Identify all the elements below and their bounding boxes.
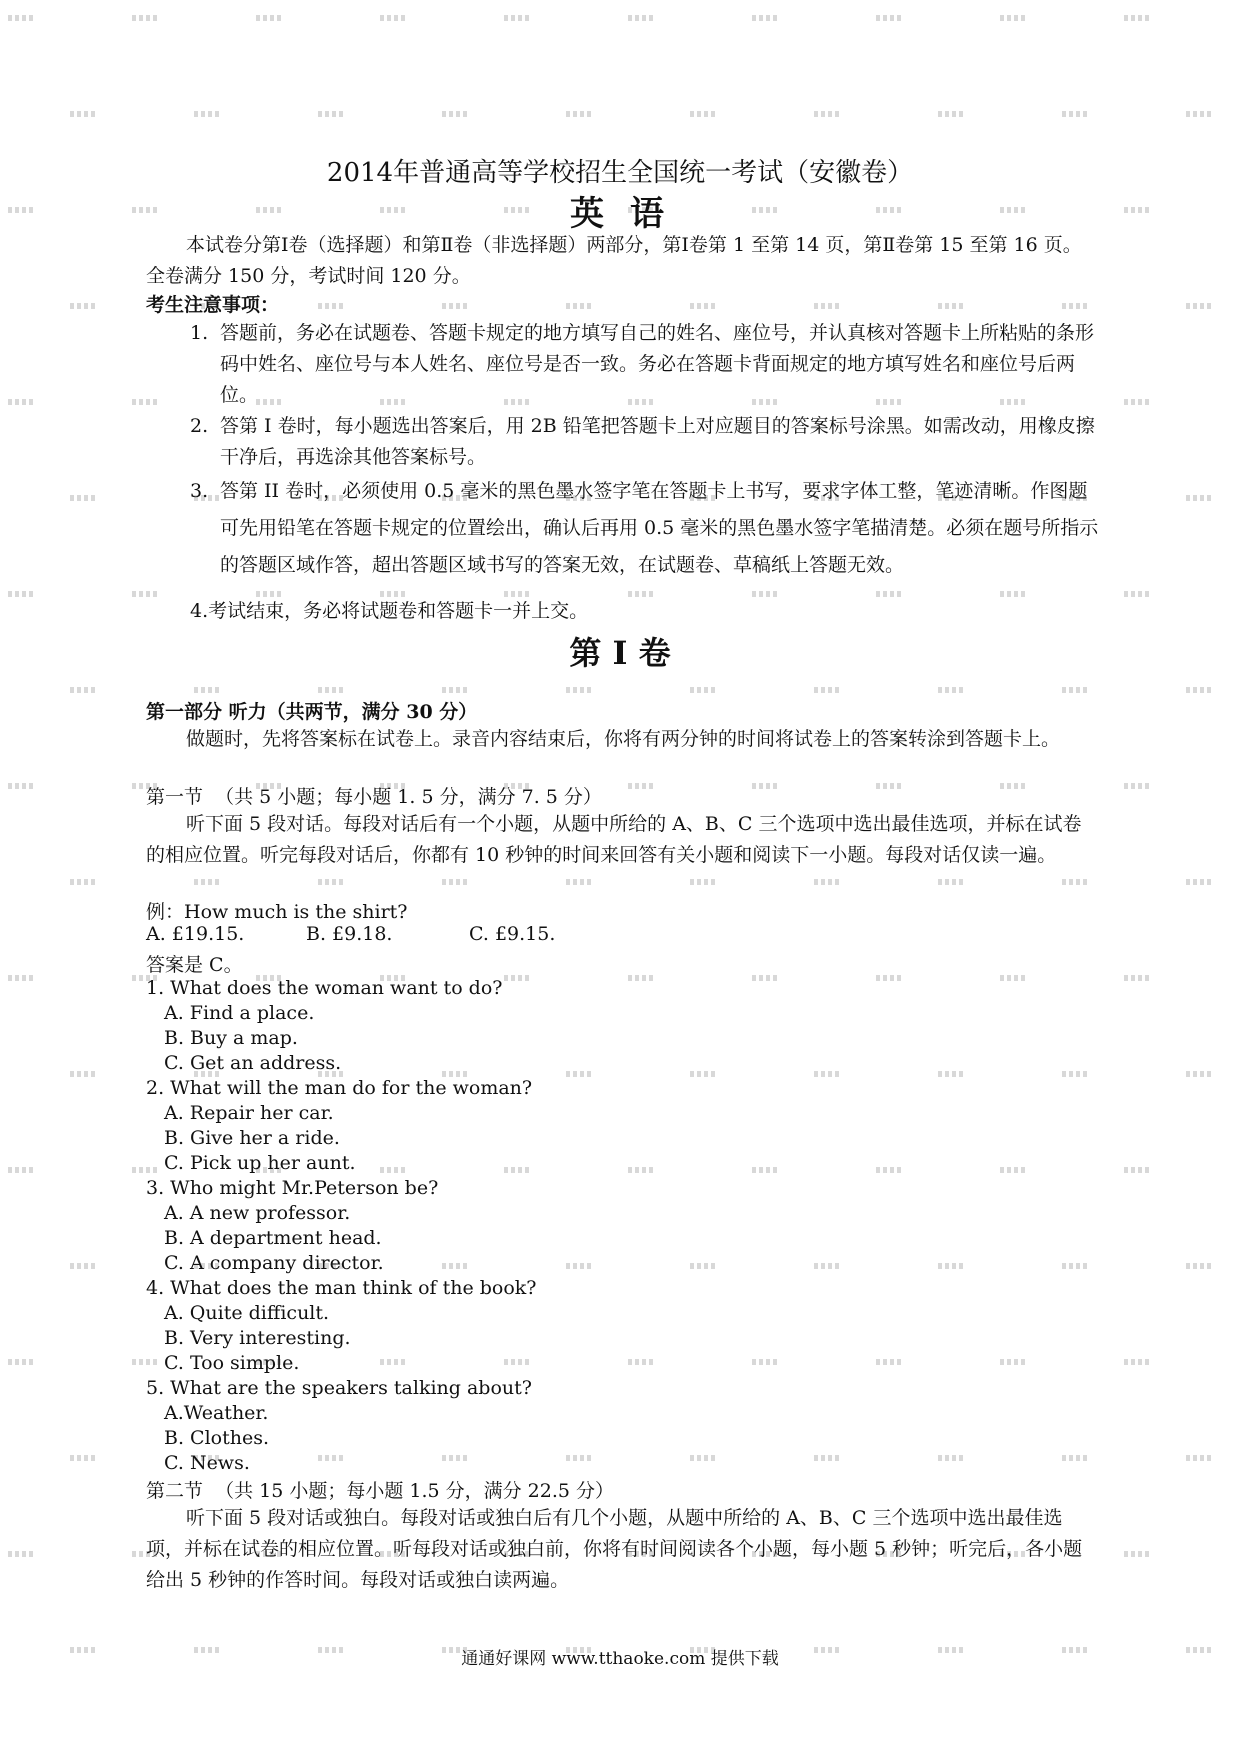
notice-item	[190, 473, 1105, 584]
watermark-stamp	[194, 686, 222, 694]
question-item	[146, 1076, 1046, 1176]
watermark-stamp	[70, 494, 98, 502]
watermark-stamp	[1000, 590, 1028, 598]
watermark-stamp	[938, 110, 966, 118]
watermark-stamp	[814, 110, 842, 118]
watermark-stamp	[8, 398, 36, 406]
notice-item-text: 答题前，务必在试题卷、答题卡规定的地方填写自己的姓名、座位号，并认真核对答题卡上所粘贴的条形码中姓名、座位号与本人姓名、座位号是否一致。务必在答题卡背面规定的地方填写姓名和座位号后两位。	[220, 322, 1095, 406]
notice-item-number: 2.	[190, 415, 209, 437]
watermark-stamp	[566, 878, 594, 886]
watermark-stamp	[8, 1550, 36, 1558]
notice-item-number: 1.	[190, 322, 209, 344]
watermark-stamp	[752, 590, 780, 598]
notice-heading: 考生注意事项：	[146, 294, 280, 316]
section1-heading: 第一节 （共 5 小题；每小题 1. 5 分，满分 7. 5 分）	[146, 786, 602, 808]
watermark-stamp	[70, 302, 98, 310]
watermark-stamp	[1062, 1070, 1090, 1078]
watermark-stamp	[8, 974, 36, 982]
watermark-stamp	[1124, 782, 1152, 790]
notice-item-text: 答第 II 卷时，必须使用 0.5 毫米的黑色墨水签字笔在答题卡上书写，要求字体工整，笔迹清晰。作图题可先用铅笔在答题卡规定的位置绘出，确认后再用 0.5 毫米的黑色墨水签字笔描清楚。必须在题号所指示的答题区域作答，超出答题区域书写的答案无效，在试题卷、草稿纸上答题无效。	[220, 480, 1099, 576]
watermark-stamp	[442, 878, 470, 886]
watermark-stamp	[1062, 1454, 1090, 1462]
watermark-stamp	[380, 14, 408, 22]
example-option: B. £9.18.	[306, 923, 393, 945]
question-stem: 2. What will the man do for the woman?	[146, 1077, 533, 1099]
watermark-stamp	[876, 590, 904, 598]
watermark-stamp	[70, 110, 98, 118]
part1-heading: 第一部分 听力（共两节，满分 30 分）	[146, 701, 478, 723]
watermark-stamp	[1062, 302, 1090, 310]
answer-option: C. News.	[164, 1452, 250, 1474]
watermark-stamp	[1124, 1166, 1152, 1174]
watermark-stamp	[8, 1166, 36, 1174]
footer-source: 通通好课网 www.tthaoke.com 提供下载	[461, 1649, 779, 1669]
watermark-stamp	[752, 14, 780, 22]
example-option: A. £19.15.	[146, 923, 245, 945]
example-question: 例：How much is the shirt?	[146, 901, 408, 923]
example-options	[146, 923, 555, 945]
answer-option: C. Too simple.	[164, 1352, 300, 1374]
watermark-stamp	[566, 686, 594, 694]
watermark-stamp	[1062, 878, 1090, 886]
question-item	[146, 1176, 1046, 1276]
watermark-stamp	[876, 14, 904, 22]
question-list	[146, 976, 1046, 1476]
watermark-stamp	[1186, 302, 1214, 310]
watermark-stamp	[690, 302, 718, 310]
watermark-stamp	[1062, 1262, 1090, 1270]
question-item	[146, 1376, 1046, 1476]
watermark-stamp	[8, 14, 36, 22]
watermark-stamp	[814, 302, 842, 310]
example-option: C. £9.15.	[469, 923, 556, 945]
watermark-stamp	[1000, 782, 1028, 790]
watermark-stamp	[132, 398, 160, 406]
watermark-stamp	[1124, 974, 1152, 982]
watermark-stamp	[1124, 1358, 1152, 1366]
part1-instruction: 做题时，先将答案标在试卷上。录音内容结束后，你将有两分钟的时间将试卷上的答案转涂到答题卡上。	[186, 728, 1061, 750]
watermark-stamp	[442, 686, 470, 694]
watermark-stamp	[8, 1358, 36, 1366]
answer-option: A. Quite difficult.	[164, 1302, 330, 1324]
watermark-stamp	[690, 878, 718, 886]
watermark-stamp	[1124, 14, 1152, 22]
watermark-stamp	[1186, 1070, 1214, 1078]
watermark-stamp	[318, 110, 346, 118]
watermark-stamp	[1062, 110, 1090, 118]
answer-option: A.Weather.	[164, 1402, 269, 1424]
watermark-stamp	[70, 1262, 98, 1270]
watermark-stamp	[814, 878, 842, 886]
question-stem: 5. What are the speakers talking about?	[146, 1377, 532, 1399]
answer-option: C. Pick up her aunt.	[164, 1152, 356, 1174]
exam-title: 2014年普通高等学校招生全国统一考试（安徽卷）	[326, 158, 914, 188]
watermark-stamp	[752, 782, 780, 790]
watermark-stamp	[876, 782, 904, 790]
notice-last-item: 4.考试结束，务必将试题卷和答题卡一并上交。	[190, 600, 589, 622]
question-stem: 1. What does the woman want to do?	[146, 977, 503, 999]
watermark-stamp	[690, 686, 718, 694]
watermark-stamp	[1000, 14, 1028, 22]
watermark-stamp	[132, 14, 160, 22]
watermark-stamp	[814, 686, 842, 694]
watermark-stamp	[70, 878, 98, 886]
watermark-stamp	[1186, 878, 1214, 886]
example-answer: 答案是 C。	[146, 954, 243, 976]
watermark-stamp	[132, 590, 160, 598]
watermark-stamp	[1186, 1262, 1214, 1270]
watermark-stamp	[8, 782, 36, 790]
subject-title: 英语	[570, 194, 690, 234]
question-item	[146, 1276, 1046, 1376]
watermark-stamp	[1186, 686, 1214, 694]
watermark-stamp	[1186, 1454, 1214, 1462]
answer-option: B. Clothes.	[164, 1427, 270, 1449]
intro-paragraph: 本试卷分第Ⅰ卷（选择题）和第Ⅱ卷（非选择题）两部分，第Ⅰ卷第 1 至第 14 页，第Ⅱ卷第 15 至第 16 页。全卷满分 150 分，考试时间 120 分。	[146, 234, 1082, 287]
watermark-stamp	[566, 302, 594, 310]
answer-option: B. Give her a ride.	[164, 1127, 340, 1149]
watermark-stamp	[194, 110, 222, 118]
watermark-stamp	[318, 686, 346, 694]
watermark-stamp	[628, 590, 656, 598]
watermark-stamp	[318, 302, 346, 310]
answer-option: B. Very interesting.	[164, 1327, 351, 1349]
watermark-stamp	[1062, 686, 1090, 694]
notice-item-text: 答第 I 卷时，每小题选出答案后，用 2B 铅笔把答题卡上对应题目的答案标号涂黑。如需改动，用橡皮擦干净后，再选涂其他答案标号。	[220, 415, 1095, 468]
watermark-stamp	[504, 14, 532, 22]
answer-option: B. A department head.	[164, 1227, 382, 1249]
watermark-stamp	[70, 1454, 98, 1462]
watermark-stamp	[8, 590, 36, 598]
watermark-stamp	[318, 878, 346, 886]
watermark-stamp	[938, 302, 966, 310]
watermark-stamp	[1186, 494, 1214, 502]
watermark-stamp	[70, 1070, 98, 1078]
watermark-stamp	[442, 302, 470, 310]
notice-item	[190, 411, 1105, 473]
watermark-stamp	[1186, 110, 1214, 118]
answer-option: B. Buy a map.	[164, 1027, 298, 1049]
watermark-stamp	[566, 110, 594, 118]
watermark-stamp	[938, 878, 966, 886]
watermark-stamp	[194, 878, 222, 886]
notice-list	[190, 318, 1105, 584]
watermark-stamp	[70, 686, 98, 694]
question-stem: 4. What does the man think of the book?	[146, 1277, 537, 1299]
notice-item	[190, 318, 1105, 411]
watermark-stamp	[690, 110, 718, 118]
question-item	[146, 976, 1046, 1076]
answer-option: A. A new professor.	[164, 1202, 351, 1224]
answer-option: A. Repair her car.	[164, 1102, 334, 1124]
watermark-stamp	[256, 14, 284, 22]
answer-option: A. Find a place.	[164, 1002, 315, 1024]
answer-option: C. A company director.	[164, 1252, 384, 1274]
watermark-stamp	[1124, 590, 1152, 598]
watermark-stamp	[628, 782, 656, 790]
answer-option: C. Get an address.	[164, 1052, 342, 1074]
watermark-stamp	[442, 110, 470, 118]
watermark-stamp	[1124, 1550, 1152, 1558]
volume-title: 第 I 卷	[569, 634, 671, 672]
watermark-stamp	[628, 14, 656, 22]
watermark-stamp	[938, 686, 966, 694]
question-stem: 3. Who might Mr.Peterson be?	[146, 1177, 439, 1199]
notice-item-number: 3.	[190, 480, 209, 502]
watermark-stamp	[1124, 398, 1152, 406]
section2-heading: 第二节 （共 15 小题；每小题 1.5 分，满分 22.5 分）	[146, 1480, 615, 1502]
section1-instruction: 听下面 5 段对话。每段对话后有一个小题，从题中所给的 A、B、C 三个选项中选出最佳选项，并标在试卷的相应位置。听完每段对话后，你都有 10 秒钟的时间来回答有关小题和阅读下一小题。每段对话仅读一遍。	[146, 813, 1082, 866]
section2-instruction: 听下面 5 段对话或独白。每段对话或独白后有几个小题，从题中所给的 A、B、C 三个选项中选出最佳选项，并标在试卷的相应位置。听每段对话或独白前，你将有时间阅读各个小题，每小题 5 秒钟；听完后，各小题给出 5 秒钟的作答时间。每段对话或独白读两遍。	[146, 1507, 1083, 1591]
